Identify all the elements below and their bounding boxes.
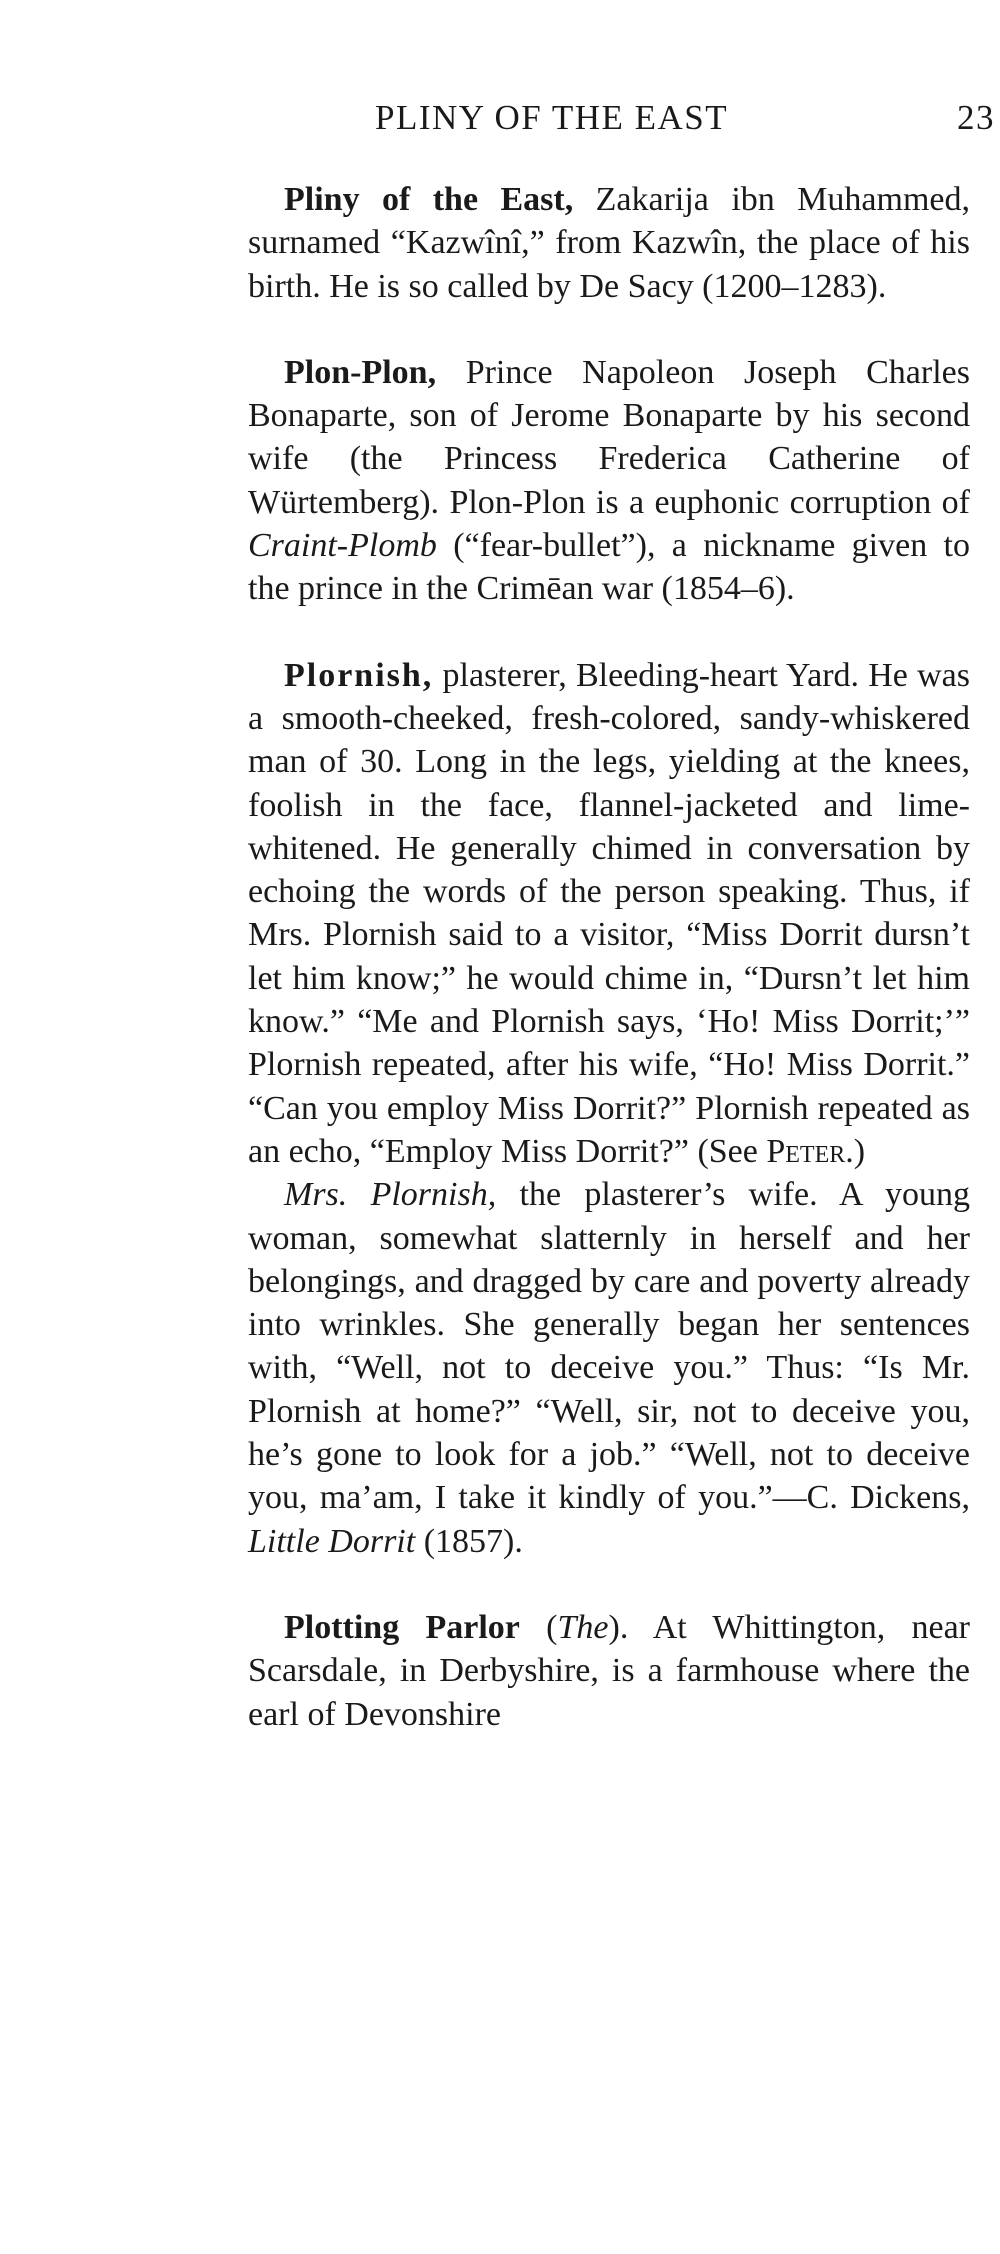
entry-text: the plasterer’s wife. A young woman, somewhat slatternly in herself and her belongings, and dragged by care and poverty already into wrinkles. She generally began her sentences with, “Well, not to deceive you.” Thus: “Is Mr. Plornish at home?” “Well, sir, not to deceive you, he’s gone to look for a job.” “Well, not to deceive you, ma’am, I take it kindly of you.”—C. Dickens,	[248, 1176, 970, 1517]
paren-open: (	[519, 1608, 558, 1646]
entry-plotting-parlor	[248, 1606, 970, 1736]
headword: Plon-Plon,	[284, 353, 437, 391]
entry-pliny-of-the-east	[248, 178, 970, 308]
entry-text-continued: (“fear-bullet”), a nickname given to the prince in the Crimēan war (1854–6).	[248, 527, 970, 608]
entry-mrs-plornish	[248, 1173, 970, 1563]
entry-text: plasterer, Bleeding-heart Yard. He was a smooth-cheeked, fresh-colored, sandy-whiskered man of 30. Long in the legs, yielding at the knees, foolish in the face, flannel-jacketed and lime-whitened. He generally chimed in conversation by echoing the words of the person speaking. Thus, if Mrs. Plornish said to a visitor, “Miss Dorrit dursn’t let him know;” he would chime in, “Dursn’t let him know.” “Me and Plornish says, ‘Ho! Miss Dorrit;’” Plornish repeated, after his wife, “Ho! Miss Dorrit.” “Can you employ Miss Dorrit?” Plornish repeated as an echo, “Employ Miss Dorrit?” (See	[248, 656, 970, 1170]
entry-plornish	[248, 654, 970, 1174]
italic-article: The	[557, 1608, 609, 1646]
headword: Plotting Parlor	[284, 1608, 520, 1646]
entry-text-continued: .)	[845, 1132, 866, 1170]
entry-text-continued: (1857).	[415, 1522, 523, 1560]
italic-term: Craint-Plomb	[248, 527, 437, 565]
cross-reference: Peter	[766, 1132, 846, 1170]
work-title: Little Dorrit	[248, 1522, 416, 1560]
entry-plon-plon	[248, 351, 970, 611]
headword: Plornish,	[284, 656, 434, 694]
text-column	[248, 178, 970, 1779]
entry-text: Zakarija ibn Muhammed, surnamed “Kazwînî,” from Kazwîn, the place of his birth. He is so called by De Sacy (1200–1283).	[248, 181, 970, 305]
headword: Pliny of the East,	[284, 181, 574, 218]
running-head	[0, 98, 1000, 142]
page-number: 23	[957, 98, 995, 137]
paren-close: ).	[608, 1608, 629, 1646]
entry-text: At Whittington, near Scarsdale, in Derbyshire, is a farmhouse where the earl of Devonshire	[248, 1608, 970, 1733]
subentry-lead: Mrs. Plornish,	[284, 1176, 497, 1214]
running-head-title: PLINY OF THE EAST	[375, 98, 729, 137]
entry-text: Prince Napoleon Joseph Charles Bonaparte, son of Jerome Bonaparte by his second wife (the Princess Frederica Catherine of Würtemberg). Plon-Plon is a euphonic corruption of	[248, 353, 970, 521]
